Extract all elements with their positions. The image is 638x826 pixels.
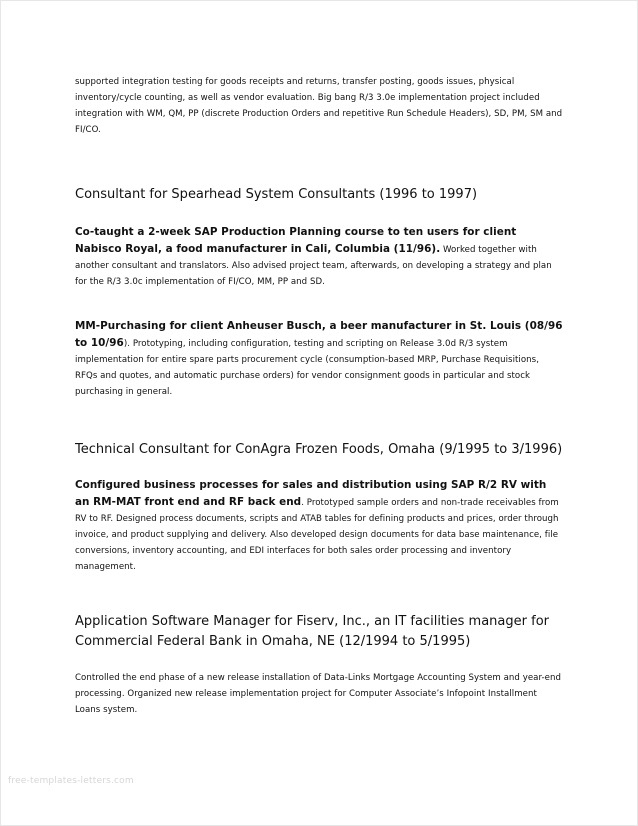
conagra-paragraph (75, 477, 563, 575)
spearhead-paragraph-1-body: Worked together with another consultant and translators. Also advised project team, afterwards, on developing a strategy and plan for the R/3 3.0c implementation of FI/CO, MM, PP and SD. (75, 245, 552, 287)
conagra-paragraph-body: . Prototyped sample orders and non-trade receivables from RV to RF. Designed process documents, scripts and ATAB tables for defining products and prices, order through invoice, and product supplying and delivery. Also developed design documents for data base maintenance, file conversions, inventory accounting, and EDI interfaces for both sales order processing and inventory management. (75, 498, 559, 572)
spearhead-paragraph-1-lead: Co-taught a 2-week SAP Production Planning course to ten users for client Nabisco Royal, a food manufacturer in Cali, Columbia (11/96). (75, 226, 517, 255)
spearhead-paragraph-2-lead: MM-Purchasing for client Anheuser Busch, a beer manufacturer in St. Louis (08/96 to 10/96 (75, 320, 563, 349)
watermark-text: free-templates-letters.com (8, 776, 134, 786)
spearhead-paragraph-2-body: Prototyping, including configuration, testing and scripting on Release 3.0d R/3 system implementation for entire spare parts procurement cycle (consumption-based MRP, Purchase Requisitions, RFQs and quotes, and automatic purchase orders) for vendor consignment goods in particular and stock purchasing in general. (75, 339, 539, 397)
conagra-paragraph-lead: Configured business processes for sales and distribution using SAP R/2 RV with an RM-MAT front end and RF back end (75, 479, 547, 508)
spearhead-paragraph-2 (75, 318, 563, 400)
fiserv-paragraph: Controlled the end phase of a new release installation of Data-Links Mortgage Accounting System and year-end processing. Organized new release implementation project for Computer Associate’s Infopoint Installment Loans system. (75, 673, 562, 715)
section-heading-conagra: Technical Consultant for ConAgra Frozen Foods, Omaha (9/1995 to 3/1996) (75, 442, 563, 457)
spearhead-paragraph-2-lead-tail: ). (123, 339, 131, 349)
section-heading-fiserv: Application Software Manager for Fiserv, Inc., an IT facilities manager for Commercial Federal Bank in Omaha, NE (12/1994 to 5/1995) (75, 614, 549, 649)
section-heading-spearhead: Consultant for Spearhead System Consultants (1996 to 1997) (75, 187, 478, 202)
spearhead-paragraph-1 (75, 224, 563, 290)
intro-paragraph: supported integration testing for goods receipts and returns, transfer posting, goods issues, physical inventory/cycle counting, as well as vendor evaluation. Big bang R/3 3.0e implementation project included integration with WM, QM, PP (discrete Production Orders and repetitive Run Schedule Headers), SD, PM, SM and FI/CO. (75, 77, 563, 135)
